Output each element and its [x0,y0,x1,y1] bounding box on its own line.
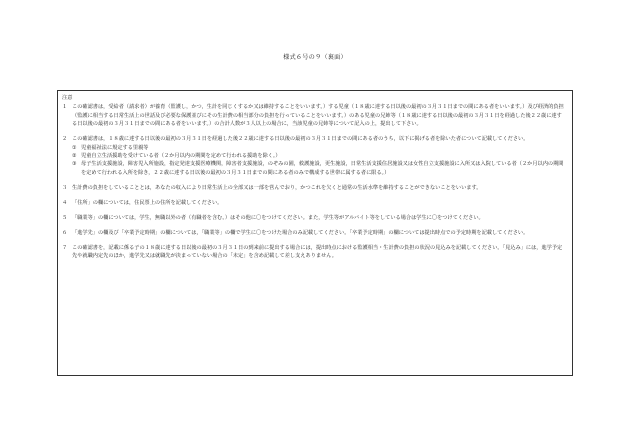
note-2 [62,135,566,177]
note-text: 生計費の負担をしていることとは，あなたの収入により日常生活上の全部又は一部を営んでおり，かつこれを欠くと通常の生活水準を維持することができないことをいいます。 [72,184,482,191]
sub-item-text: 児童福祉法に規定する里親等 [81,144,149,151]
note-6 [62,229,566,237]
note-number: ２ [62,136,68,143]
note-5 [62,214,566,222]
note-text: この確認書は，１８歳に達する日以後の最初の３月３１日を経過した後２２歳に達する日以後の最初の３月３１日までの間にある者のうち，以下に掲げる者を除いた者について記載してください。 [72,136,529,143]
note-text: この確認書は，受給者（請求者）が養育（監護し，かつ，生計を同じくするか又は維持することをいいます。）する児童（１８歳に達する日以後の最初の３月３１日までの間にある者をいいます。）及び経済的負担（監護に相当する日常生活上の世話及び必要な保護並びにその生計費の相当部分の負担を行っていることをいいます。）のある児童の兄姉等（１８歳に達する日以後の最初の３月３１日を経過した後２２歳に達する日以後の最初の３月３１日までの間にある者をいいます。）の合計人数が３人以上の場合に，当該児童の兄姉等について記入の上，提出して下さい。 [72,104,564,128]
note-text: 「職業等」の欄については，学生，無職以外の者（有職者を含む。）はその他に〇をつけてください。また，学生等がアルバイト等をしている場合は学生に〇をつけてください。 [72,214,484,221]
sub-item-mark: ① [72,144,77,151]
note-3 [62,184,566,192]
note-number: ６ [62,229,68,236]
note-1 [62,103,566,128]
note-number: ３ [62,184,68,191]
note-number: ５ [62,214,68,221]
note-text: 「進学先」の欄及び「卒業予定時期」の欄については，「職業等」の欄で学生に〇をつけた場合のみ記載してください。「卒業予定時期」の欄については提出時点での予定時期を記載してください。 [72,229,529,236]
sub-item [72,144,566,152]
sub-item-mark: ③ [72,161,77,168]
sub-item [72,152,566,160]
notes-box [57,90,573,376]
sub-item-mark: ② [72,153,77,160]
page-title: 様式６号の９（裏面） [283,54,347,61]
note-body [72,135,566,177]
note-number: ４ [62,199,68,206]
note-text: 「住所」の欄については，住民票上の住所を記載してください。 [72,199,223,206]
note-text: この確認書を，記載に係る子の１８歳に達する日以後の最初の３月３１日の到来前に提出する場合には，提出時点における監護相当・生計費の負担の状況の見込みを記載してください。「見込み」には，進学予定先や就職内定先のほか，進学先又は就職先が決まっていない場合の「未定」を含め記載して差し支えありません。 [72,244,563,260]
note-number: ７ [62,244,68,251]
note-7 [62,244,566,261]
note-number: １ [62,104,68,111]
sub-item-text: 母子生活支援施設，障害児入所施設，指定発達支援医療機関，障害者支援施設，のぞみの園，救護施設，更生施設，日常生活支援住居施設又は女性自立支援施設に入所又は入院している者（２か月以内の期間を定めて行われる入所を除き，２２歳に達する日以後の最初の３月３１日までの間にある者のみで構成する世帯に属する者に限る。） [81,161,564,176]
note-4 [62,199,566,207]
sub-item-text: 児童自立生活援助を受けている者（２か月以内の期間を定めて行われる援助を除く。） [81,153,281,160]
sub-item [72,160,566,177]
notes-heading: 注意 [62,95,73,101]
